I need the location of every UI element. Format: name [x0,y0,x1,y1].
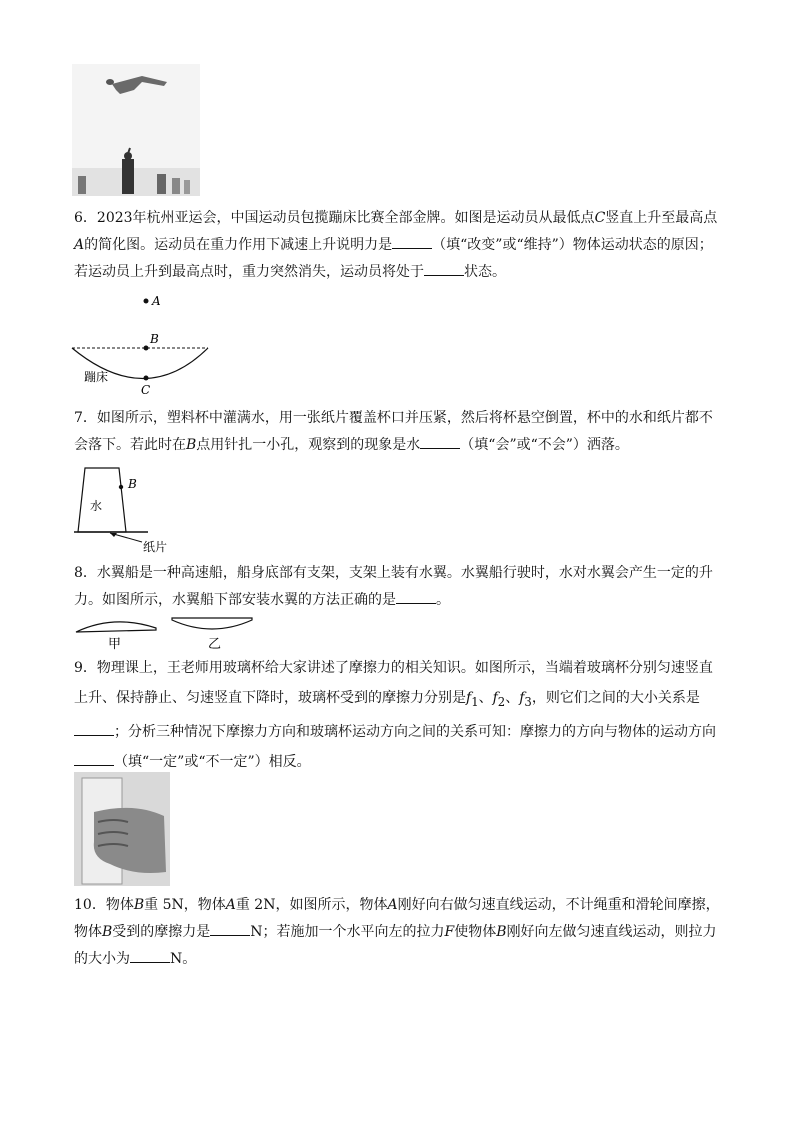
question-text: 的简化图。运动员在重力作用下减速上升说明力是 [84,237,393,253]
point-b [144,346,149,351]
label-b: B [150,332,159,346]
question-text: 重 5N，物体 [144,897,226,913]
label-jia: 甲 [108,637,122,652]
question-number: 7． [74,410,97,426]
subscript: 3 [524,694,532,709]
question-text: N；若施加一个水平向左的拉力 [250,924,445,940]
question-text: 使物体 [454,924,497,940]
question-text: 点用针扎一小孔，观察到的现象是水 [196,437,421,453]
answer-blank[interactable] [396,589,436,604]
question-text: 重 2N，如图所示，物体 [235,897,388,913]
hydrofoil-yi [172,618,252,629]
question-text: ，则它们之间的大小关系是 [531,690,700,706]
point-c [144,376,149,381]
point-b [119,485,123,489]
question-text: 如图所示，塑料杯中灌满水，用一张纸片覆盖杯口并压紧，然后将杯悬空倒置，杯中的水和纸片都不会落下。若此时在 [74,410,713,453]
question-9 [74,653,724,777]
answer-blank[interactable] [130,948,170,963]
question-text: 竖直上升至最高点 [605,210,718,226]
symbol: B [496,924,507,940]
answer-blank[interactable] [420,434,460,449]
separator: 、 [478,690,493,706]
inverted-cup-diagram [70,462,180,554]
question-number: 8． [74,565,97,581]
question-text: 水翼船是一种高速船，船身底部有支架，支架上装有水翼。水翼船行驶时，水对水翼会产生一定的升力。如图所示，水翼船下部安装水翼的方法正确的是 [74,565,713,608]
hydrofoil-diagram [74,612,254,654]
question-text: （填“一定”或“不一定”）相反。 [114,753,311,770]
symbol-f: f [466,690,472,706]
symbol: A [387,897,398,913]
trampoline-photo [72,64,200,196]
answer-blank[interactable] [74,751,114,766]
question-text: 。 [436,592,450,608]
question-text: （填“改变”或“维持”）物体运动状态的原因；若运动员上升到最高点时，重力突然消失，运动员将处于 [74,237,713,280]
question-text: （填“会”或“不会”）洒落。 [460,437,629,453]
answer-blank[interactable] [74,721,114,736]
question-text: 刚好向左做匀速直线运动，则拉力的大小为 [74,924,717,967]
answer-blank[interactable] [210,921,250,936]
trampoline-diagram [70,287,210,397]
symbol: A [225,897,236,913]
paper-label: 纸片 [143,540,168,554]
question-text: 2023年杭州亚运会，中国运动员包揽蹦床比赛全部金牌。如图是运动员从最低点 [96,210,595,226]
label-yi: 乙 [208,637,222,652]
question-number: 9． [74,660,97,676]
water-label: 水 [90,499,103,513]
question-text: 刚好向右做匀速直线运动，不计绳重和滑轮间摩擦，物体 [74,897,720,940]
label-b: B [128,477,137,491]
question-number: 6． [74,210,97,226]
subscript: 2 [497,694,506,709]
symbol-f: f [492,690,498,706]
symbol: B [102,924,113,940]
question-text: 状态。 [464,264,506,280]
trampoline-label: 蹦床 [84,370,109,384]
label-c: C [141,383,151,397]
question-text: 物体 [105,897,134,913]
hydrofoil-jia [76,622,156,632]
symbol: F [444,924,455,940]
point-label: A [74,237,85,253]
symbol-f: f [519,690,525,706]
glass-photo [74,772,170,886]
question-7 [74,405,724,459]
point-label: C [594,210,606,226]
question-text: ；分析三种情况下摩擦力方向和玻璃杯运动方向之间的关系可知：摩擦力的方向与物体的运动方向 [114,723,716,740]
separator: 、 [505,690,520,706]
answer-blank[interactable] [424,261,464,276]
question-text: 受到的摩擦力是 [112,924,211,940]
point-label: B [186,437,197,453]
label-a: A [152,294,161,308]
question-10 [74,892,724,973]
subscript: 1 [471,694,479,709]
answer-blank[interactable] [392,234,432,249]
point-a [144,299,149,304]
question-8 [74,560,724,614]
question-6 [74,205,724,286]
question-text: 物理课上，王老师用玻璃杯给大家讲述了摩擦力的相关知识。如图所示，当端着玻璃杯分别匀速竖直上升、保持静止、匀速竖直下降时，玻璃杯受到的摩擦力分别是 [74,660,713,706]
question-text: N。 [170,951,197,967]
question-number: 10． [74,897,106,913]
symbol: B [133,897,145,913]
